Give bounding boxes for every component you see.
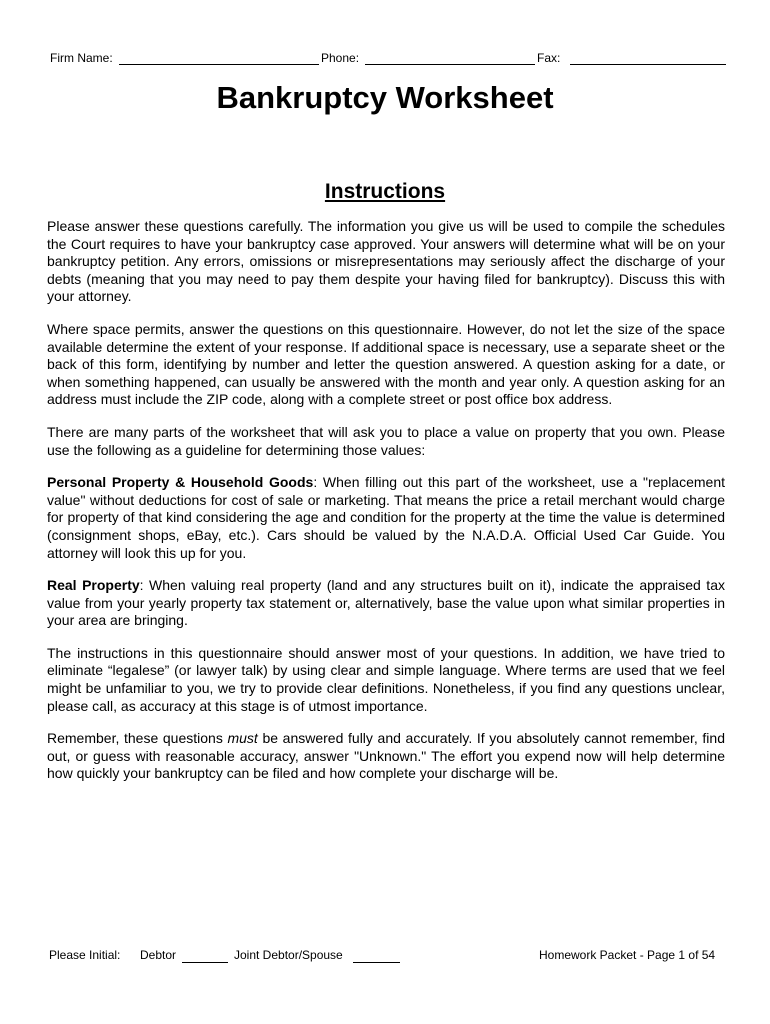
remember-text-end: be answered fully and accurately. If you absolutely cannot remember, find out, or guess with reasonable accuracy, answer "Unknown." The effort you expend now will help determine how quickly your bankruptcy can be filed and how complete your discharge will be. xyxy=(47,730,725,782)
firm-name-field[interactable] xyxy=(119,64,319,65)
firm-name-label: Firm Name: xyxy=(50,51,113,65)
page-title: Bankruptcy Worksheet xyxy=(216,80,554,115)
header-fields xyxy=(50,49,730,69)
remember-emphasis: must xyxy=(227,730,258,747)
joint-debtor-label: Joint Debtor/Spouse xyxy=(234,948,343,962)
phone-field[interactable] xyxy=(365,64,535,65)
remember-text-start: Remember, these questions xyxy=(47,730,228,747)
fax-label: Fax: xyxy=(537,51,561,65)
debtor-initial-field[interactable] xyxy=(182,962,228,963)
initial-label: Please Initial: xyxy=(49,948,121,962)
footer xyxy=(49,946,725,966)
paragraph-legalese: The instructions in this questionnaire should answer most of your questions. In addition, we have tried to eliminate “legalese” (or lawyer talk) by using clear and simple language. Where terms are used that we feel might be unfamiliar to you, we try to provide clear definitions. Nonetheless, if you find any questions unclear, please call, as accuracy at this stage is of utmost importance. xyxy=(47,644,725,714)
paragraph-intro: Please answer these questions carefully. The information you give us will be used to compile the schedules the Court requires to have your bankruptcy case approved. Your answers will determine what will be on your bankruptcy petition. Any errors, omissions or misrepresentations may seriously affect the discharge of your debts (meaning that you may need to pay them despite your having filed for bankruptcy). Discuss this with your attorney. xyxy=(47,218,725,305)
phone-label: Phone: xyxy=(321,51,360,65)
paragraph-values: There are many parts of the worksheet that will ask you to place a value on property that you own. Please use the following as a guideline for determining those values: xyxy=(47,423,725,458)
personal-property-heading: Personal Property & Household Goods xyxy=(47,474,314,491)
instructions-body xyxy=(47,218,725,798)
paragraph-remember xyxy=(47,730,725,783)
instructions-heading: Instructions xyxy=(324,180,446,203)
page-number: Homework Packet - Page 1 of 54 xyxy=(539,948,716,962)
personal-property-text: : When filling out this part of the worksheet, use a "replacement value" without deductions for cost of sale or marketing. That means the price a retail merchant would charge for property of that kind considering the age and condition for the property at the time the value is determined (consignment shops, eBay, etc.). Cars should be valued by the N.A.D.A. Official Used Car Guide. You attorney will look this up for you. xyxy=(47,474,725,561)
fax-field[interactable] xyxy=(570,64,726,65)
joint-debtor-initial-field[interactable] xyxy=(353,962,400,963)
paragraph-personal-property xyxy=(47,474,725,562)
paragraph-real-property xyxy=(47,577,725,630)
paragraph-space: Where space permits, answer the questions on this questionnaire. However, do not let the size of the space available determine the extent of your response. If additional space is necessary, use a separate sheet or the back of this form, identifying by number and letter the question answered. A question asking for a date, or when something happened, can usually be answered with the month and year only. A question asking for an address must include the ZIP code, along with a complete street or post office box address. xyxy=(47,320,725,408)
real-property-text: : When valuing real property (land and any structures built on it), indicate the appraised tax value from your yearly property tax statement or, alternatively, base the value upon what similar properties in your area are bringing. xyxy=(47,577,725,629)
debtor-label: Debtor xyxy=(140,948,177,962)
real-property-heading: Real Property xyxy=(47,577,140,594)
